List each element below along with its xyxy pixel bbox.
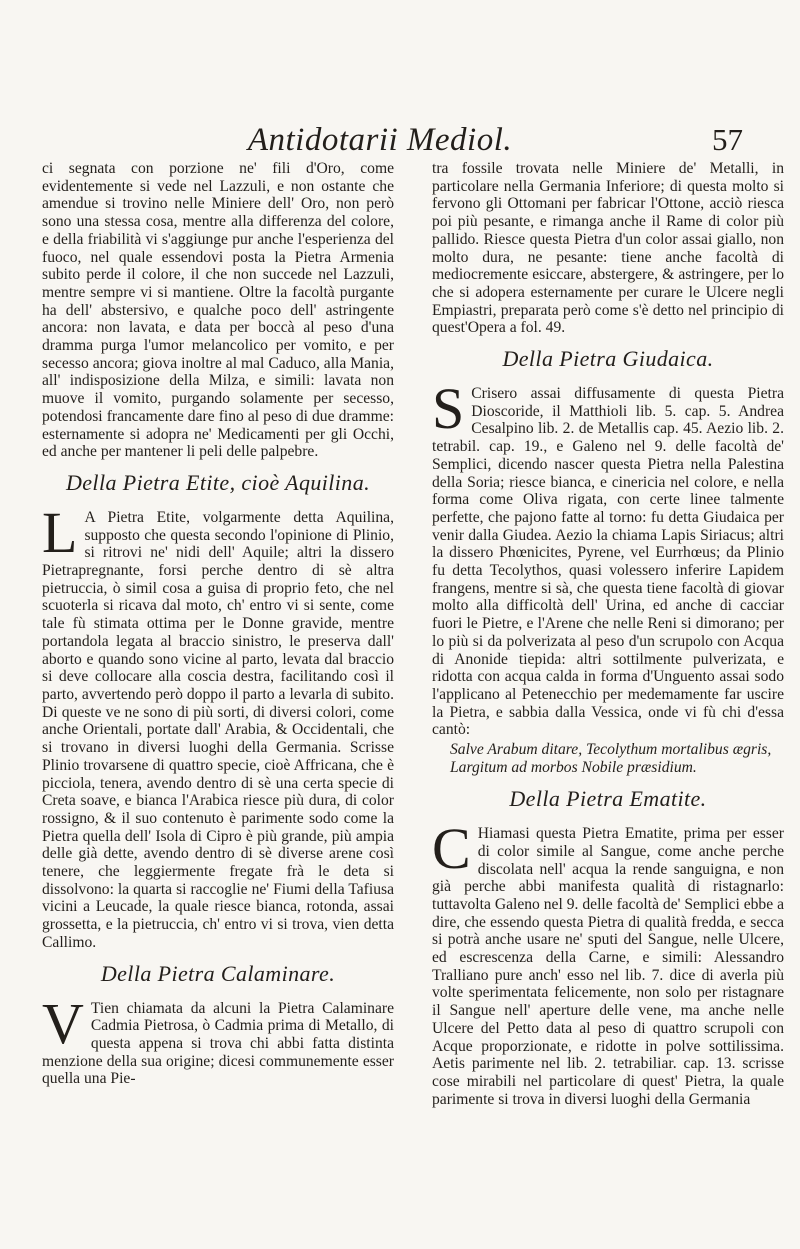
drop-cap-s: S (432, 376, 465, 442)
left-paragraph-3-text: Tien chiamata da alcuni la Pietra Calaminare Cadmia Pietrosa, ò Cadmia prima di Metallo, di questa appena si trova chi abbi fatta distinta menzione della sua origine; dicesi communemente esser quella una Pie- (42, 999, 394, 1088)
left-paragraph-2 (42, 499, 394, 952)
right-paragraph-2-text: Crisero assai diffusamente di questa Pietra Dioscoride, il Matthioli lib. 5. cap. 5. Andrea Cesalpino lib. 2. de Metallis cap. 45. Aezio lib. 2. tetrabil. cap. 19., e Galeno nel 9. delle facoltà de' Semplici, dicendo nascer questa Pietra nella Palestina della Soria; riesce bianca, e cinericia nel colore, e nella forma come Oliva rigata, con certe linee talmente perfette, che pajono fatte al torno: fu detta Giudaica per venir dalla Giudea. Aezio la chiama Lapis Siriacus; altri la dissero Phœnicites, Pyrene, vel Eurrhœus; da Plinio fu detta Tecolythos, quasi volessero inferire Lapidem frangens, mentre si sà, che questa tiene facoltà di giovar molto alla difficoltà dell' Urina, ed anche di cacciar fuori le Pietre, e l'Arene che nelle Reni si dimorano; per lo più si da polverizata al peso d'un scrupolo con Acqua di Anonide tiepida: altri sottilmente pulverizata, e ridotta con acqua calda in forma d'Unguento assai sodo l'applicano al Petenecchio per medemamente far uscire la Pietra, e sabbia dalla Vessica, onde vi fù chi d'essa cantò: (432, 385, 784, 739)
section-heading-pietra-ematite: Della Pietra Ematite. (509, 786, 707, 812)
section-heading-pietra-etite: Della Pietra Etite, cioè Aquilina. (65, 469, 371, 495)
running-head-title: Antidotarii Mediol. (247, 122, 513, 158)
left-paragraph-2-text: A Pietra Etite, volgarmente detta Aquilina, supposto che questa secondo l'opinione di Plinio, si ritrovi ne' nidi dell' Aquile; altri la dissero Pietrapregnante, forsi perche dentro di sè altra pietruccia, ò simil cosa a guisa di proprio feto, che nel scuoterla si ricava dal moto, ch' entro vi si sente, come tale fù stimata ottima per le Donne gravide, mentre portandola legata al braccio sinistro, le preserva dall' aborto e quando sono vicine al parto, levata dal braccio si deve collocare alla coscia destra, facilitando così il parto, avvertendo però doppo il parto a levarla di subito. Di queste ve ne sono di più sorti, di diversi colori, come anche Orientali, portate dall' Arabia, & Occidentali, che si trovano in diversi luoghi della Germania. Scrisse Plinio trovarsene di quattro specie, cioè Affricana, che è picciola, tenera, avendo dentro di sè una certa specie di Creta soave, e bianca l'Arabica riesce più dura, di color rossigno, & il suo contenuto è parimente sodo come la Pietra quella dell' Isola di Cipro è più grande, più ampia delle già dette, avendo dentro di sè diverse arene così tenere, che leggiermente fregate frà le deta si dissolvono: la quarta si raccoglie ne' Fiumi della Tafiusa vicini a Leucade, la quale riesce bianca, rotonda, assai grossetta, e la pietruccia, ch' entro vi si trova, vien detta Callimo. (42, 508, 394, 951)
left-column (42, 160, 394, 1094)
running-head (0, 120, 800, 160)
drop-cap-v: V (42, 990, 84, 1056)
verse-line-1: Salve Arabum ditare, Tecolythum mortalibus ægris, (450, 741, 772, 759)
left-paragraph-1: ci segnata con porzione ne' fili d'Oro, come evidentemente si vede nel Lazzuli, e non ostante che amendue si trovino nelle Miniere dell' Oro, non però sono una stessa cosa, mentre alla differenza del colore, e della friabilità vi s'aggiunge pur anche l'esperienza del fuoco, nel quale essendovi posta la Pietra Armenia subito perde il colore, il che non succede nel Lazzuli, mentre sempre vi si mantiene. Oltre la facoltà purgante ha dell' abstersivo, e qualche poco dell' astringente ancora: non lavata, e data per boccà al peso d'una dramma purga l'umor melancolico per vomito, e per secesso ancora; giova inoltre al mal Caduco, alla Mania, all' indisposizione della Milza, e simili: lavata non muove il vomito, purgando solamente per secesso, potendosi francamente dare fino al peso di due dramme: esternamente si adopra ne' Medicamenti per gli Occhi, ed anche per mantener li peli delle palpebre. (42, 160, 394, 461)
section-heading-pietra-giudaica: Della Pietra Giudaica. (502, 346, 714, 372)
right-paragraph-2 (432, 376, 784, 739)
right-paragraph-3 (432, 816, 784, 1108)
latin-verse (450, 741, 784, 777)
right-paragraph-3-text: Hiamasi questa Pietra Ematite, prima per esser di color simile al Sangue, come anche perche discolata nell' acqua la rende sanguigna, e non già perche abbi manifesta qualità di ristagnarlo: tuttavolta Galeno nel 9. delle facoltà de' Semplici ebbe a dire, che essendo questa Pietra di qualità fredda, e secca si potrà anche usare ne' sputi del Sangue, nelle Ulcere, ed escrescenza della Carne, e simili: Alessandro Tralliano pure anch' esso nel lib. 7. dice di averla più volte sperimentata felicemente, non solo per ristagnare il Sangue nell' aperture delle vene, ma anche nelle Ulcere del Petto data al peso di quattro scrupoli con Acque proporzionate, e ridotte in polve sottilissima. Aetis parimente nel lib. 2. tetrabiliar. cap. 13. scrisse cose mirabili nel particolare di quest' Pietra, la quale parimente si trova in diversi luoghi della Germania (432, 825, 784, 1108)
right-column (432, 160, 784, 1114)
drop-cap-c: C (432, 816, 471, 882)
right-paragraph-1: tra fossile trovata nelle Miniere de' Metalli, in particolare nella Germania Inferiore; di questa molto si fervono gli Ottomani per fabricar l'Ottone, acciò riesca poi più pesante, e rimanga anche il Rame di color più pallido. Riesce questa Pietra d'un color assai giallo, non molto dura, ne pesante: tiene anche facoltà di mediocremente esiccare, abstergere, & astringere, per lo che si adopera esternamente per curare le Ulcere negli Empiastri, preparata però come s'è detto nel principio di quest'Opera a fol. 49. (432, 160, 784, 337)
page-number: 57 (712, 122, 743, 157)
left-paragraph-3 (42, 990, 394, 1089)
drop-cap-l: L (42, 499, 78, 565)
section-heading-pietra-calaminare: Della Pietra Calaminare. (100, 960, 336, 986)
verse-line-2: Largitum ad morbos Nobile præsidium. (450, 759, 697, 777)
